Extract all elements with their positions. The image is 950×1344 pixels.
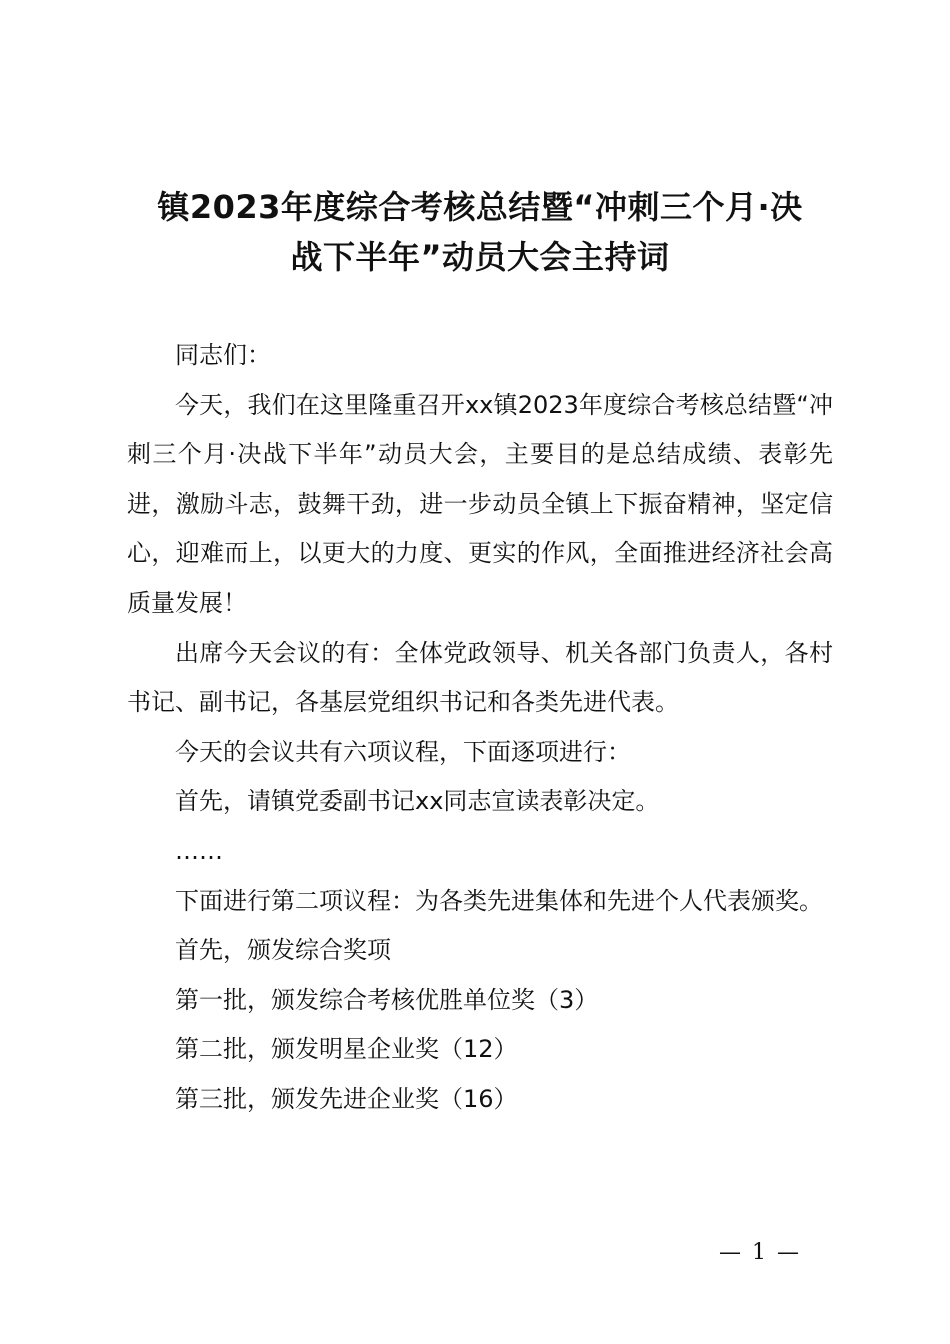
paragraph-first-item: 首先，请镇党委副书记xx同志宣读表彰决定。 — [175, 787, 660, 816]
title-line-1: 镇2023年度综合考核总结暨“冲刺三个月·决 — [157, 188, 803, 226]
paragraph-batch-2: 第二批，颁发明星企业奖（12） — [175, 1035, 518, 1064]
paragraph-second-item: 下面进行第二项议程：为各类先进集体和先进个人代表颁奖。 — [175, 886, 823, 915]
paragraph-comprehensive-awards: 首先，颁发综合奖项 — [175, 936, 391, 965]
document-title — [120, 182, 840, 282]
document-body — [127, 331, 833, 1125]
paragraph-opening: 今天，我们在这里隆重召开xx镇2023年度综合考核总结暨“冲刺三个月·决战下半年”动员大会，主要目的是总结成绩、表彰先进，激励斗志，鼓舞干劲，进一步动员全镇上下振奋精神，坚定信心，迎难而上，以更大的力度、更实的作风，全面推进经济社会高质量发展！ — [127, 390, 833, 617]
paragraph-ellipsis: …… — [175, 836, 223, 865]
paragraph-batch-1: 第一批，颁发综合考核优胜单位奖（3） — [175, 985, 599, 1014]
salutation: 同志们： — [175, 341, 271, 369]
paragraph-attendees: 出席今天会议的有：全体党政领导、机关各部门负责人，各村书记、副书记，各基层党组织书记和各类先进代表。 — [127, 638, 833, 717]
title-line-2: 战下半年”动员大会主持词 — [290, 238, 670, 276]
paragraph-batch-3: 第三批，颁发先进企业奖（16） — [175, 1084, 518, 1113]
paragraph-agenda: 今天的会议共有六项议程，下面逐项进行： — [175, 737, 631, 766]
page-number: — 1 — — [719, 1240, 801, 1265]
